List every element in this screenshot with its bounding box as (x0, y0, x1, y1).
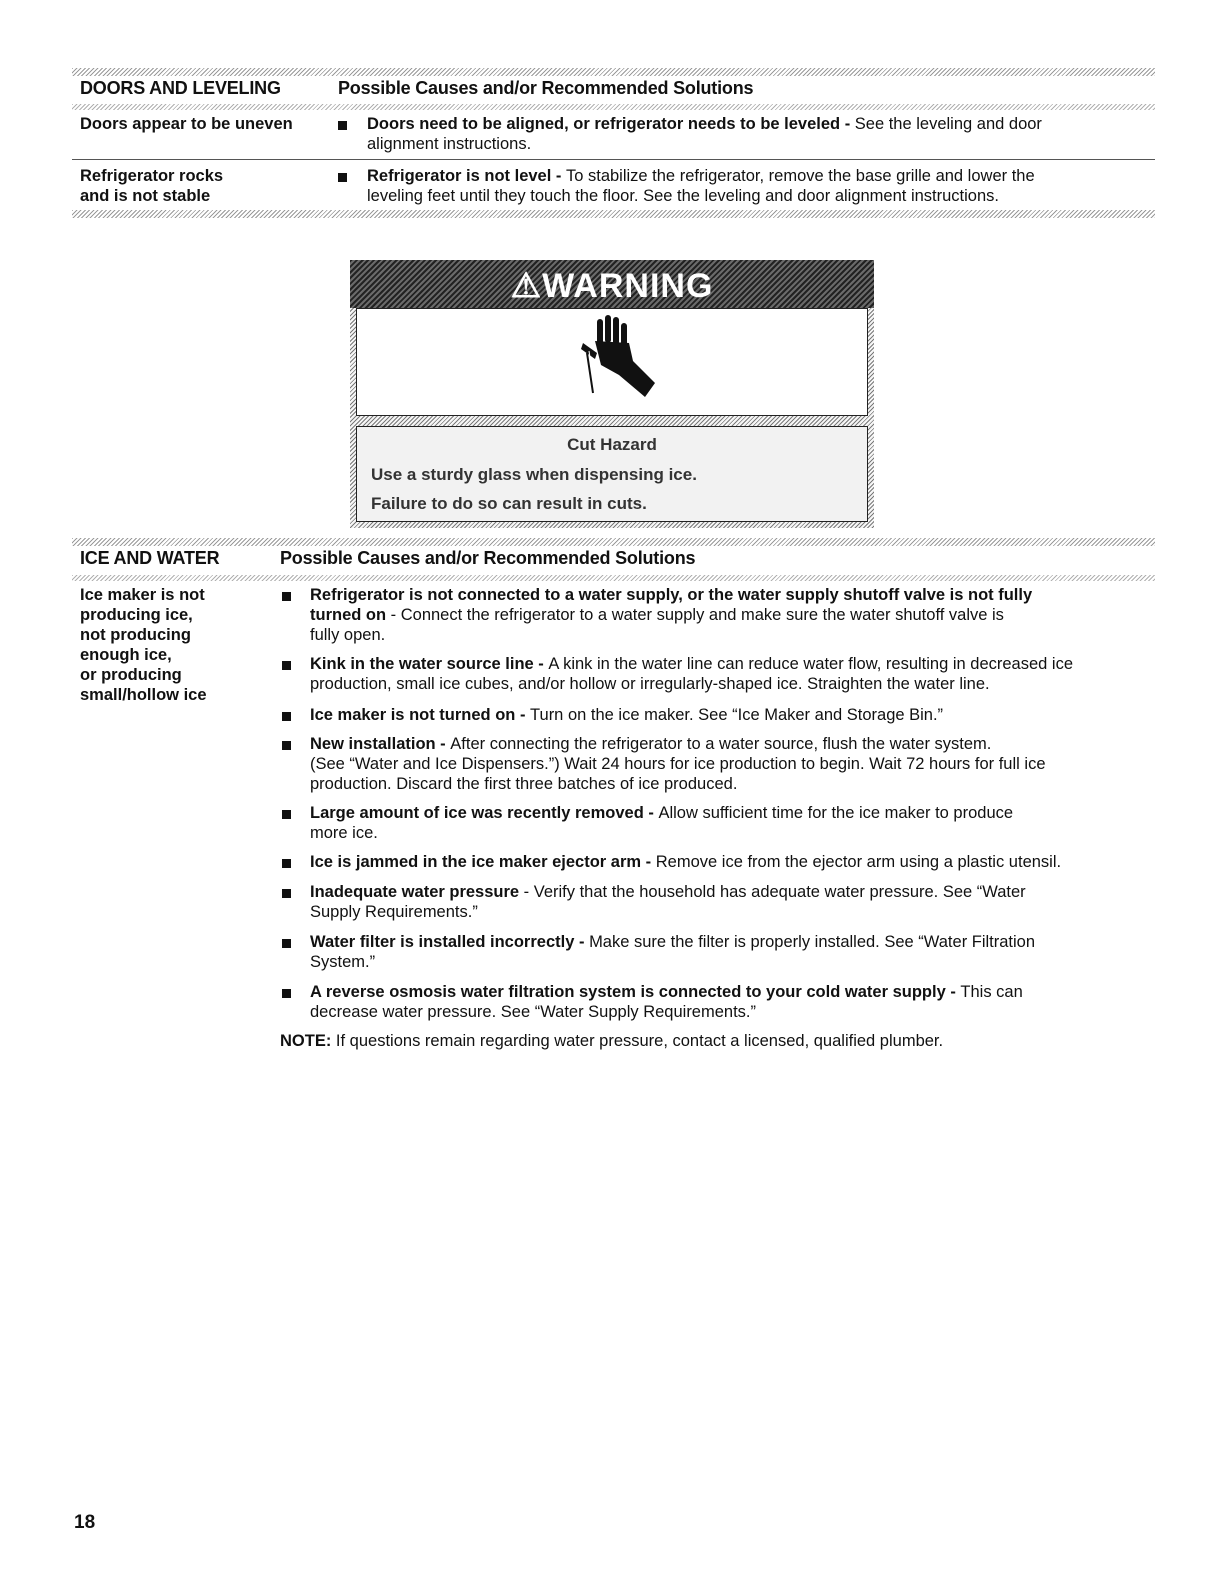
bullet-icon (282, 592, 291, 601)
solution-text: fully open. (310, 626, 386, 644)
solution-text: production, small ice cubes, and/or hollow or irregularly-shaped ice. Straighten the water line. (310, 675, 990, 693)
solution-line (310, 705, 1155, 725)
note (280, 1031, 943, 1051)
solution-text: This can (960, 983, 1023, 1001)
solution-bold-text: Large amount of ice was recently removed - (310, 804, 659, 822)
solution-item (310, 982, 1155, 1022)
problem-line: enough ice, (80, 646, 172, 664)
solution-bold-text: Ice maker is not turned on - (310, 706, 531, 724)
problem-ice-maker (80, 585, 207, 705)
solution-text: Turn on the ice maker. See “Ice Maker and Storage Bin.” (530, 706, 944, 724)
cut-hazard-hand-icon (553, 313, 673, 413)
solution-line (310, 932, 1155, 952)
solution-text: See the leveling and door (854, 115, 1042, 133)
solution-text: Allow sufficient time for the ice maker to produce (658, 804, 1014, 822)
note-label: NOTE: (280, 1032, 332, 1050)
solution-line (310, 674, 1155, 694)
solution-item (310, 932, 1155, 972)
problem-line: Refrigerator rocks (80, 167, 224, 185)
warning-title (350, 266, 874, 306)
header-hatch-band (72, 104, 1155, 110)
solution-item (310, 852, 1155, 872)
bullet-icon (282, 939, 291, 948)
header-hatch-band (72, 575, 1155, 581)
solution-line (310, 605, 1155, 625)
section-header-solutions: Possible Causes and/or Recommended Solutions (338, 78, 754, 98)
solution-line (310, 982, 1155, 1002)
bullet-icon (282, 661, 291, 670)
solution-bold-text: turned on (310, 606, 387, 624)
solution-text: Supply Requirements.” (310, 903, 478, 921)
problem-line: producing ice, (80, 606, 193, 624)
solution-item (310, 882, 1155, 922)
solution-text: - Verify that the household has adequate water pressure. See “Water (519, 883, 1026, 901)
warning-line-2: Failure to do so can result in cuts. (371, 494, 647, 513)
section-header-doors-leveling: DOORS AND LEVELING (80, 78, 281, 98)
solution-line (310, 803, 1155, 823)
solution-line (310, 882, 1155, 902)
bottom-hatch-band (72, 210, 1155, 218)
bullet-icon (282, 889, 291, 898)
warning-title-text: WARNING (542, 267, 714, 305)
solution-bold-text: Kink in the water source line - (310, 655, 549, 673)
solution-text: production. Discard the first three batches of ice produced. (310, 775, 738, 793)
solution-bold-text: Refrigerator is not connected to a water supply, or the water supply shutoff valve is not fully (310, 586, 1033, 604)
warning-title-bar (350, 260, 874, 308)
bullet-icon (282, 859, 291, 868)
solution-line (310, 585, 1155, 605)
solution-bold-text: A reverse osmosis water filtration system is connected to your cold water supply - (310, 983, 961, 1001)
solution-line (310, 902, 1155, 922)
solution-text-continued: alignment instructions. (367, 135, 532, 153)
solution-text: A kink in the water line can reduce water flow, resulting in decreased ice (548, 655, 1074, 673)
solution-text: After connecting the refrigerator to a water source, flush the water system. (450, 735, 992, 753)
solution-bold-text: New installation - (310, 735, 451, 753)
solution-text: Make sure the filter is properly installed. See “Water Filtration (589, 933, 1036, 951)
solution-text-continued: leveling feet until they touch the floor. See the leveling and door alignment instructions. (367, 187, 999, 205)
warning-text-panel (356, 426, 868, 522)
solution-bold-text: Ice is jammed in the ice maker ejector arm - (310, 853, 656, 871)
bullet-icon (282, 989, 291, 998)
bullet-icon (282, 712, 291, 721)
solution-line (310, 952, 1155, 972)
solution-line (310, 774, 1155, 794)
solution-not-level (367, 166, 1147, 206)
solution-line (310, 654, 1155, 674)
solution-text: decrease water pressure. See “Water Supply Requirements.” (310, 1003, 756, 1021)
solution-text: Remove ice from the ejector arm using a plastic utensil. (655, 853, 1062, 871)
warning-icon-panel (356, 308, 868, 416)
page-number: 18 (74, 1512, 96, 1533)
solution-line (310, 734, 1155, 754)
solution-text: To stabilize the refrigerator, remove the base grille and lower the (565, 167, 1035, 185)
solution-item (310, 705, 1155, 725)
solution-item (310, 734, 1155, 794)
note-text: If questions remain regarding water pressure, contact a licensed, qualified plumber. (331, 1032, 944, 1050)
solution-line (310, 823, 1155, 843)
solution-doors-aligned (367, 114, 1147, 154)
top-hatch-band (72, 538, 1155, 546)
solution-text: (See “Water and Ice Dispensers.”) Wait 24 hours for ice production to begin. Wait 72 hours for full ice (310, 755, 1046, 773)
hazard-title: Cut Hazard (567, 435, 657, 454)
problem-line: or producing (80, 666, 182, 684)
solution-line (310, 625, 1155, 645)
bullet-icon (282, 741, 291, 750)
solution-line (310, 1002, 1155, 1022)
problem-line: Ice maker is not (80, 586, 205, 604)
bullet-icon (338, 121, 347, 130)
section-header-ice-water: ICE AND WATER (80, 548, 220, 568)
problem-refrigerator-rocks (80, 166, 223, 206)
solution-text: - Connect the refrigerator to a water supply and make sure the water shutoff valve is (386, 606, 1004, 624)
solution-text: more ice. (310, 824, 378, 842)
solution-item (310, 803, 1155, 843)
top-hatch-band (72, 68, 1155, 76)
solution-bold-text: Refrigerator is not level - (367, 167, 566, 185)
problem-line: and is not stable (80, 187, 211, 205)
solution-text: System.” (310, 953, 376, 971)
problem-doors-uneven: Doors appear to be uneven (80, 115, 293, 133)
problem-line: small/hollow ice (80, 686, 207, 704)
bullet-icon (282, 810, 291, 819)
warning-box (350, 260, 874, 528)
solution-bold-text: Inadequate water pressure (310, 883, 520, 901)
problem-line: not producing (80, 626, 191, 644)
solution-bold-text: Water filter is installed incorrectly - (310, 933, 590, 951)
section-header-solutions: Possible Causes and/or Recommended Solutions (280, 548, 696, 568)
row-divider (72, 159, 1155, 160)
solution-line (310, 852, 1155, 872)
solution-bold-text: Doors need to be aligned, or refrigerator needs to be leveled - (367, 115, 855, 133)
bullet-icon (338, 173, 347, 182)
solution-line (310, 754, 1155, 774)
warning-triangle-icon: ⚠ (510, 267, 543, 305)
warning-line-1: Use a sturdy glass when dispensing ice. (371, 465, 697, 484)
solution-item (310, 654, 1155, 694)
solution-item (310, 585, 1155, 645)
